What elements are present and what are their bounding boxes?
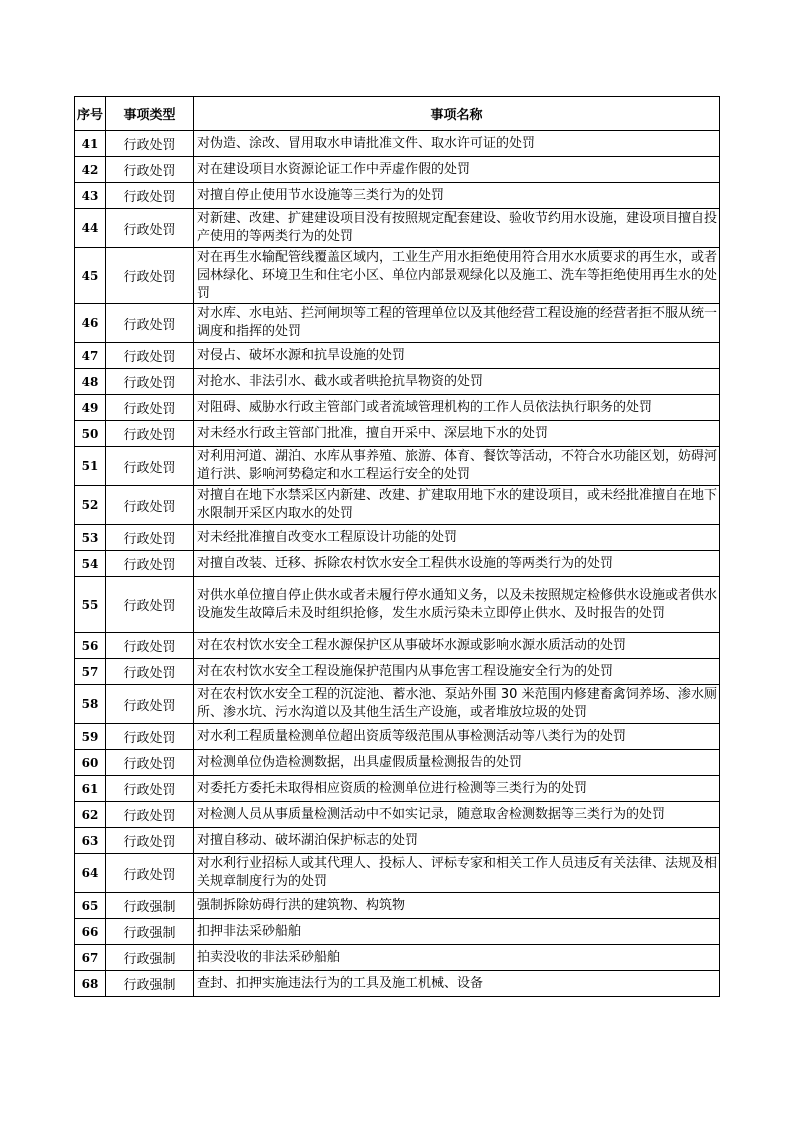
row-type: 行政处罚: [106, 447, 194, 486]
row-number: 57: [75, 659, 106, 685]
row-number: 64: [75, 854, 106, 893]
table-row: [75, 209, 720, 248]
row-type: 行政处罚: [106, 248, 194, 304]
row-number: 50: [75, 421, 106, 447]
row-type: 行政处罚: [106, 369, 194, 395]
row-type: 行政处罚: [106, 525, 194, 551]
row-name: 对阻碍、威胁水行政主管部门或者流域管理机构的工作人员依法执行职务的处罚: [194, 395, 720, 421]
row-type: 行政处罚: [106, 209, 194, 248]
row-type: 行政处罚: [106, 395, 194, 421]
row-name: 对在农村饮水安全工程水源保护区从事破坏水源或影响水源水质活动的处罚: [194, 633, 720, 659]
row-type: 行政处罚: [106, 551, 194, 577]
row-name: 对供水单位擅自停止供水或者未履行停水通知义务，以及未按照规定检修供水设施或者供水设施发生故障后未及时组织抢修，发生水质污染未立即停止供水、及时报告的处罚: [194, 577, 720, 633]
row-type: 行政处罚: [106, 304, 194, 343]
row-name: 对水库、水电站、拦河闸坝等工程的管理单位以及其他经营工程设施的经营者拒不服从统一调度和指挥的处罚: [194, 304, 720, 343]
row-name: 对在再生水输配管线覆盖区域内，工业生产用水拒绝使用符合用水水质要求的再生水，或者园林绿化、环境卫生和住宅小区、单位内部景观绿化以及施工、洗车等拒绝使用再生水的处罚: [194, 248, 720, 304]
table-row: [75, 157, 720, 183]
row-type: 行政处罚: [106, 750, 194, 776]
row-name: 对在农村饮水安全工程的沉淀池、蓄水池、泵站外围 30 米范围内修建畜禽饲养场、渗水厕所、渗水坑、污水沟道以及其他生活生产设施，或者堆放垃圾的处罚: [194, 685, 720, 724]
table-row: [75, 659, 720, 685]
row-type: 行政处罚: [106, 486, 194, 525]
document-page: [74, 96, 720, 997]
table-row: [75, 828, 720, 854]
row-type: 行政处罚: [106, 685, 194, 724]
row-number: 52: [75, 486, 106, 525]
table-row: [75, 395, 720, 421]
row-number: 68: [75, 971, 106, 997]
header-no: 序号: [75, 97, 106, 131]
table-row: [75, 971, 720, 997]
row-number: 48: [75, 369, 106, 395]
table-row: [75, 685, 720, 724]
row-number: 63: [75, 828, 106, 854]
row-number: 66: [75, 919, 106, 945]
table-row: [75, 945, 720, 971]
row-number: 56: [75, 633, 106, 659]
row-type: 行政处罚: [106, 183, 194, 209]
table-row: [75, 369, 720, 395]
row-number: 65: [75, 893, 106, 919]
header-name: 事项名称: [194, 97, 720, 131]
row-type: 行政强制: [106, 971, 194, 997]
table-row: [75, 633, 720, 659]
table-header-row: [75, 97, 720, 131]
table-row: [75, 183, 720, 209]
table-row: [75, 776, 720, 802]
row-type: 行政处罚: [106, 131, 194, 157]
row-name: 查封、扣押实施违法行为的工具及施工机械、设备: [194, 971, 720, 997]
table-row: [75, 486, 720, 525]
table-row: [75, 577, 720, 633]
row-number: 41: [75, 131, 106, 157]
row-number: 55: [75, 577, 106, 633]
header-type: 事项类型: [106, 97, 194, 131]
row-number: 45: [75, 248, 106, 304]
table-row: [75, 248, 720, 304]
row-number: 49: [75, 395, 106, 421]
row-name: 对未经批准擅自改变水工程原设计功能的处罚: [194, 525, 720, 551]
row-name: 扣押非法采砂船舶: [194, 919, 720, 945]
row-name: 对在建设项目水资源论证工作中弄虚作假的处罚: [194, 157, 720, 183]
row-number: 58: [75, 685, 106, 724]
row-type: 行政处罚: [106, 802, 194, 828]
row-type: 行政处罚: [106, 776, 194, 802]
row-name: 对擅自在地下水禁采区内新建、改建、扩建取用地下水的建设项目，或未经批准擅自在地下水限制开采区内取水的处罚: [194, 486, 720, 525]
table-row: [75, 304, 720, 343]
table-row: [75, 750, 720, 776]
row-type: 行政处罚: [106, 577, 194, 633]
table-row: [75, 854, 720, 893]
row-name: 对擅自停止使用节水设施等三类行为的处罚: [194, 183, 720, 209]
row-name: 强制拆除妨碍行洪的建筑物、构筑物: [194, 893, 720, 919]
row-number: 61: [75, 776, 106, 802]
row-name: 拍卖没收的非法采砂船舶: [194, 945, 720, 971]
row-name: 对检测人员从事质量检测活动中不如实记录，随意取舍检测数据等三类行为的处罚: [194, 802, 720, 828]
row-name: 对新建、改建、扩建建设项目没有按照规定配套建设、验收节约用水设施，建设项目擅自投产使用的等两类行为的处罚: [194, 209, 720, 248]
row-number: 51: [75, 447, 106, 486]
row-number: 53: [75, 525, 106, 551]
row-type: 行政处罚: [106, 724, 194, 750]
row-name: 对水利工程质量检测单位超出资质等级范围从事检测活动等八类行为的处罚: [194, 724, 720, 750]
row-type: 行政处罚: [106, 421, 194, 447]
table-body: [75, 131, 720, 997]
table-row: [75, 525, 720, 551]
row-type: 行政处罚: [106, 828, 194, 854]
row-number: 46: [75, 304, 106, 343]
row-type: 行政处罚: [106, 633, 194, 659]
table-row: [75, 421, 720, 447]
row-type: 行政强制: [106, 893, 194, 919]
row-name: 对水利行业招标人或其代理人、投标人、评标专家和相关工作人员违反有关法律、法规及相关规章制度行为的处罚: [194, 854, 720, 893]
row-number: 47: [75, 343, 106, 369]
row-name: 对擅自移动、破坏湖泊保护标志的处罚: [194, 828, 720, 854]
table-row: [75, 343, 720, 369]
row-name: 对擅自改装、迁移、拆除农村饮水安全工程供水设施的等两类行为的处罚: [194, 551, 720, 577]
items-table: [74, 96, 720, 997]
row-number: 62: [75, 802, 106, 828]
row-type: 行政强制: [106, 919, 194, 945]
row-name: 对抢水、非法引水、截水或者哄抢抗旱物资的处罚: [194, 369, 720, 395]
row-name: 对委托方委托未取得相应资质的检测单位进行检测等三类行为的处罚: [194, 776, 720, 802]
row-number: 42: [75, 157, 106, 183]
row-number: 60: [75, 750, 106, 776]
row-name: 对侵占、破坏水源和抗旱设施的处罚: [194, 343, 720, 369]
table-row: [75, 131, 720, 157]
table-row: [75, 551, 720, 577]
row-name: 对利用河道、湖泊、水库从事养殖、旅游、体育、餐饮等活动，不符合水功能区划，妨碍河道行洪、影响河势稳定和水工程运行安全的处罚: [194, 447, 720, 486]
table-row: [75, 802, 720, 828]
row-type: 行政处罚: [106, 157, 194, 183]
row-type: 行政处罚: [106, 854, 194, 893]
row-name: 对未经水行政主管部门批准，擅自开采中、深层地下水的处罚: [194, 421, 720, 447]
row-type: 行政处罚: [106, 659, 194, 685]
row-number: 59: [75, 724, 106, 750]
row-type: 行政处罚: [106, 343, 194, 369]
row-name: 对伪造、涂改、冒用取水申请批准文件、取水许可证的处罚: [194, 131, 720, 157]
table-row: [75, 893, 720, 919]
row-number: 54: [75, 551, 106, 577]
row-name: 对在农村饮水安全工程设施保护范围内从事危害工程设施安全行为的处罚: [194, 659, 720, 685]
row-name: 对检测单位伪造检测数据，出具虚假质量检测报告的处罚: [194, 750, 720, 776]
row-type: 行政强制: [106, 945, 194, 971]
row-number: 67: [75, 945, 106, 971]
row-number: 43: [75, 183, 106, 209]
table-row: [75, 724, 720, 750]
table-row: [75, 919, 720, 945]
table-row: [75, 447, 720, 486]
row-number: 44: [75, 209, 106, 248]
